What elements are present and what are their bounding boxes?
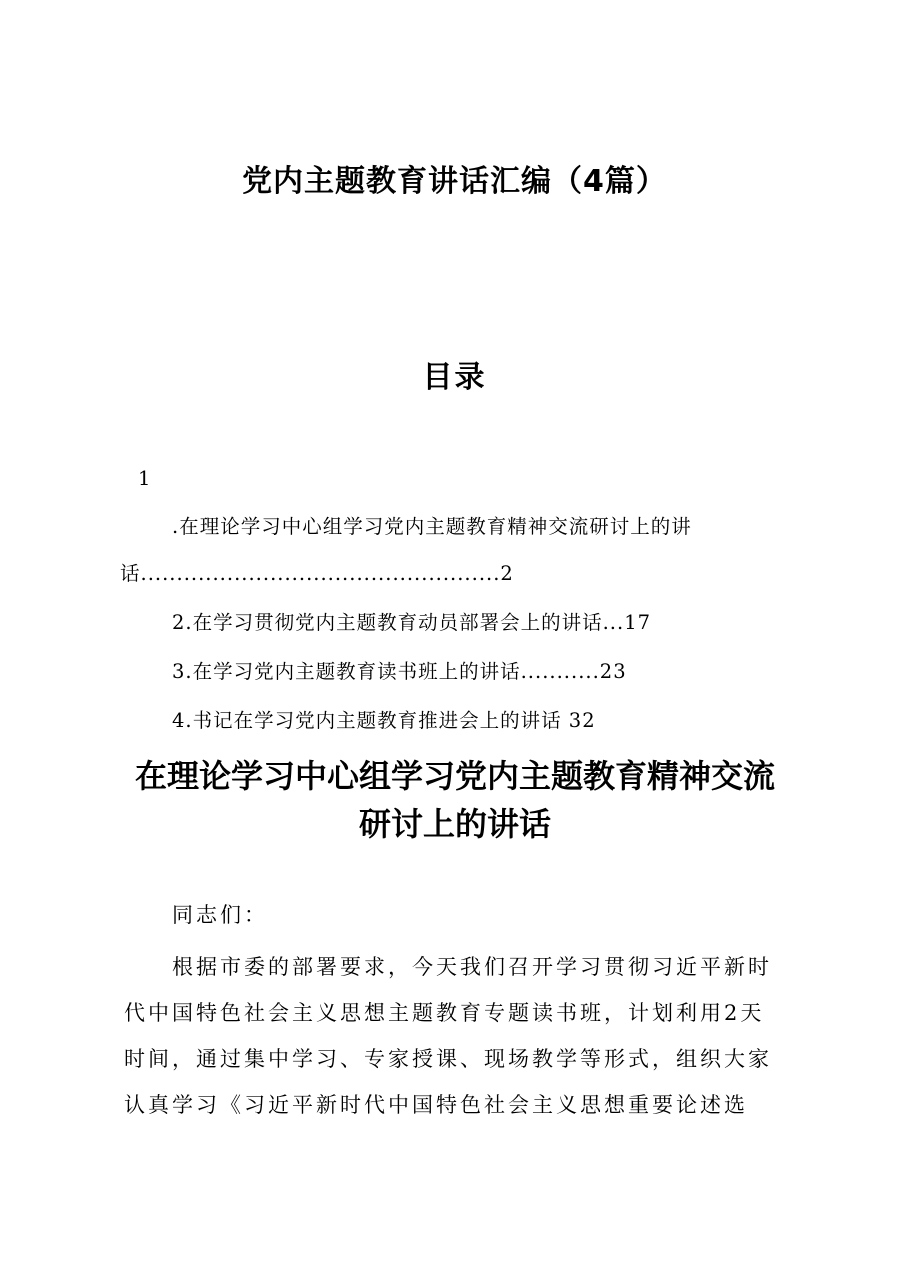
paragraph-line: 时间，通过集中学习、专家授课、现场教学等形式，组织大家 xyxy=(124,1047,772,1071)
document-title: 党内主题教育讲话汇编（4篇） xyxy=(242,164,667,199)
toc-line: 2.在学习贯彻党内主题教育动员部署会上的讲话...17 xyxy=(172,611,652,634)
toc-line: 3.在学习党内主题教育读书班上的讲话...........23 xyxy=(172,660,627,683)
toc-line: 1 xyxy=(138,467,152,490)
section-title xyxy=(110,752,800,848)
toc-heading: 目录 xyxy=(422,360,487,395)
section-title-line: 在理论学习中心组学习党内主题教育精神交流 xyxy=(134,757,775,795)
paragraph-line: 认真学习《习近平新时代中国特色社会主义思想重要论述选 xyxy=(124,1093,748,1117)
section-title-line: 研讨上的讲话 xyxy=(358,805,551,843)
paragraph-line: 根据市委的部署要求，今天我们召开学习贯彻习近平新时 xyxy=(172,955,772,979)
toc-line: 4.书记在学习党内主题教育推进会上的讲话 32 xyxy=(172,709,596,732)
toc-line: .在理论学习中心组学习党内主题教育精神交流研讨上的讲 xyxy=(172,515,692,538)
salutation: 同志们： xyxy=(172,903,268,927)
paragraph-line: 代中国特色社会主义思想主题教育专题读书班，计划利用2天 xyxy=(124,1001,765,1025)
toc-line: 话..................................................2 xyxy=(120,562,514,585)
